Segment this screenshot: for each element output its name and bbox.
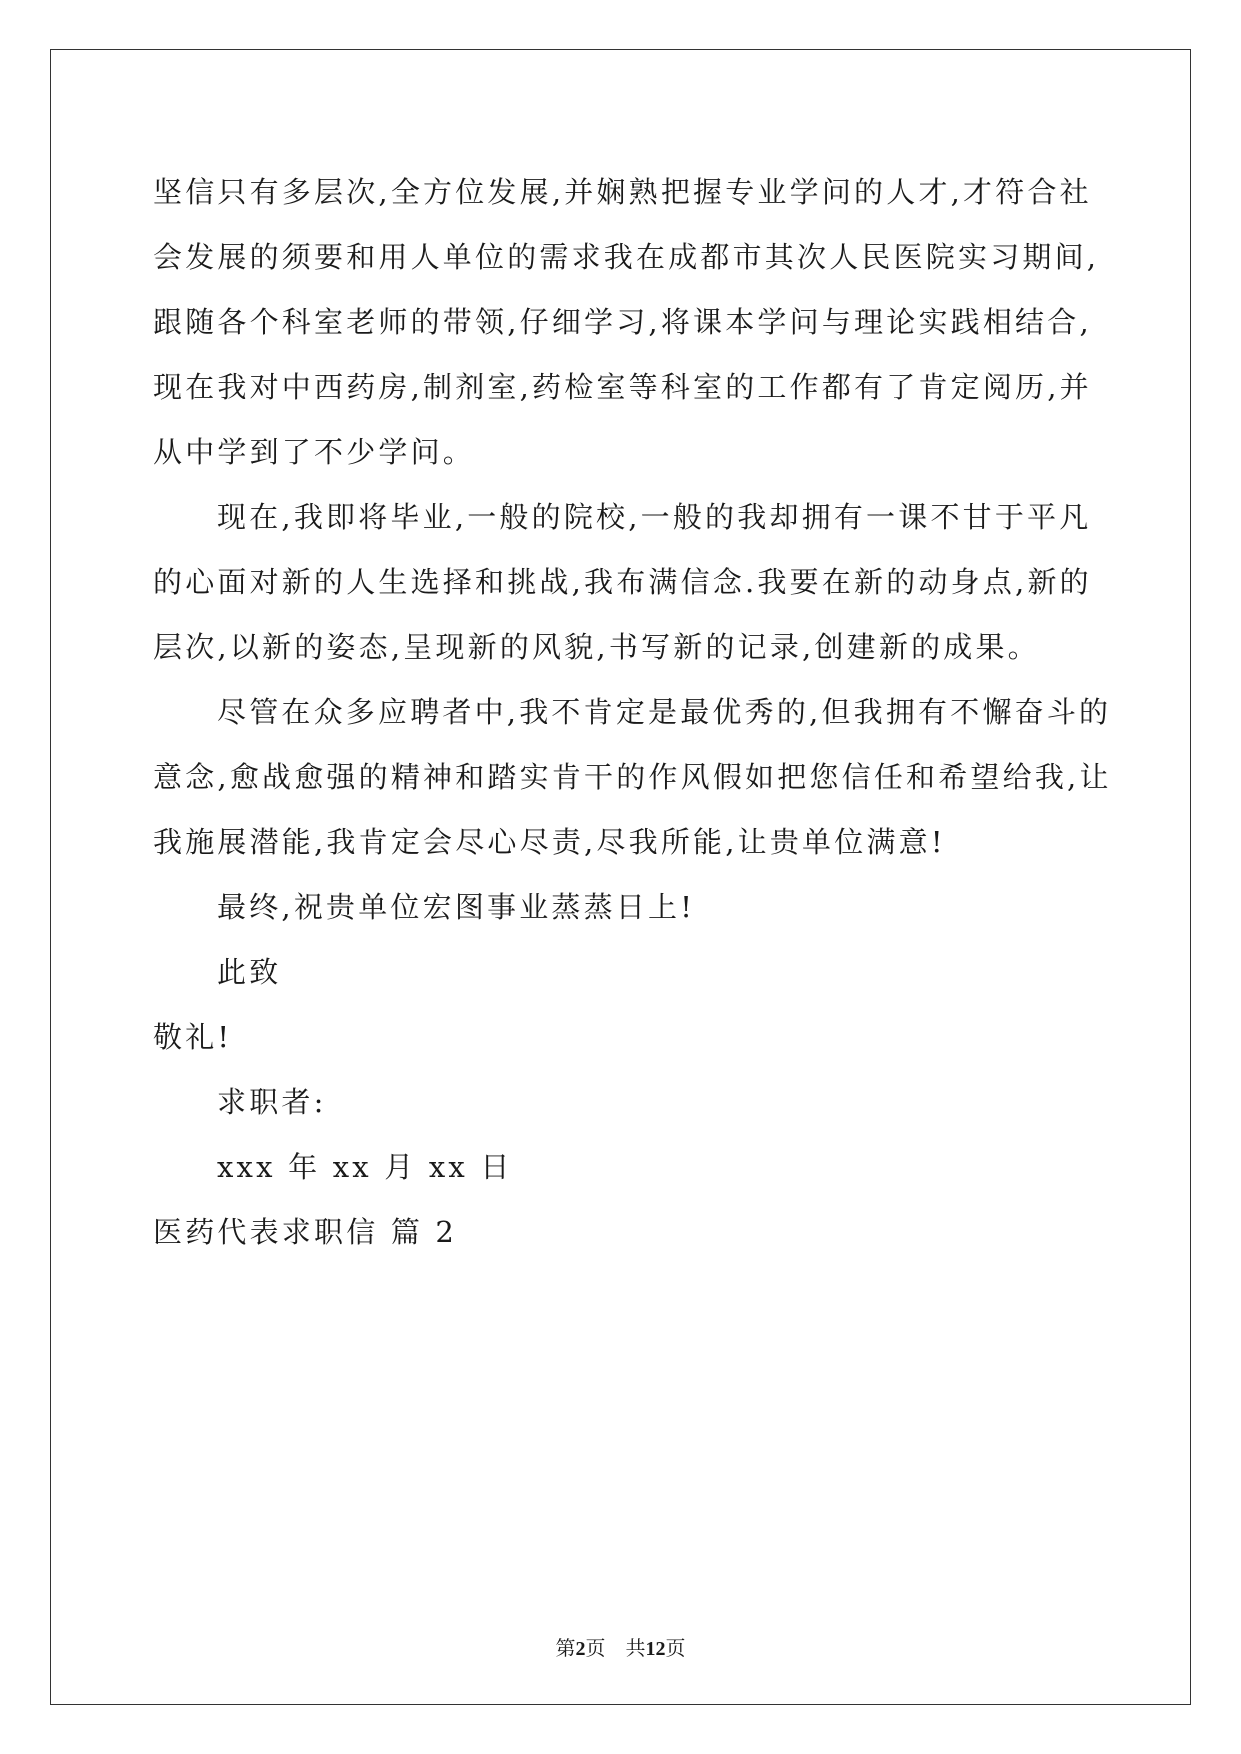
paragraph-line: 现在我对中西药房,制剂室,药检室等科室的工作都有了肯定阅历,并 [153, 370, 1092, 404]
footer-total-suffix: 页 [665, 1638, 686, 1660]
paragraph-line: 会发展的须要和用人单位的需求我在成都市其次人民医院实习期间, [153, 240, 1100, 274]
page-footer [0, 1632, 1241, 1661]
paragraph-line: 现在,我即将毕业,一般的院校,一般的我却拥有一课不甘于平凡 [217, 500, 1092, 534]
document-body [153, 160, 1112, 1265]
paragraph-line: 从中学到了不少学问。 [153, 435, 476, 469]
footer-total-pages: 12 [645, 1638, 666, 1660]
paragraph-line: 我施展潜能,我肯定会尽心尽责,尽我所能,让贵单位满意! [153, 825, 946, 859]
paragraph-line: 层次,以新的姿态,呈现新的风貌,书写新的记录,创建新的成果。 [153, 630, 1040, 664]
footer-page-suffix: 页 [585, 1638, 606, 1660]
closing-wish: 最终,祝贵单位宏图事业蒸蒸日上! [217, 890, 696, 924]
paragraph-line: 跟随各个科室老师的带领,仔细学习,将课本学问与理论实践相结合, [153, 305, 1092, 339]
footer-total-prefix: 共 [625, 1638, 646, 1660]
paragraph-line: 尽管在众多应聘者中,我不肯定是最优秀的,但我拥有不懈奋斗的 [217, 695, 1112, 729]
paragraph-line: 的心面对新的人生选择和挑战,我布满信念.我要在新的动身点,新的 [153, 565, 1092, 599]
salutation-jingli: 敬礼! [153, 1020, 233, 1054]
paragraph-line: 坚信只有多层次,全方位发展,并娴熟把握专业学问的人才,才符合社 [153, 175, 1092, 209]
paragraph-line: 意念,愈战愈强的精神和踏实肯干的作风假如把您信任和希望给我,让 [153, 760, 1112, 794]
signature-date: xxx 年 xx 月 xx 日 [217, 1150, 513, 1184]
footer-prefix: 第 [555, 1638, 576, 1660]
signature-label: 求职者: [217, 1085, 327, 1119]
salutation-cizhi: 此致 [217, 955, 282, 989]
footer-page-number: 2 [575, 1638, 586, 1660]
section-heading: 医药代表求职信 篇 2 [153, 1215, 458, 1249]
